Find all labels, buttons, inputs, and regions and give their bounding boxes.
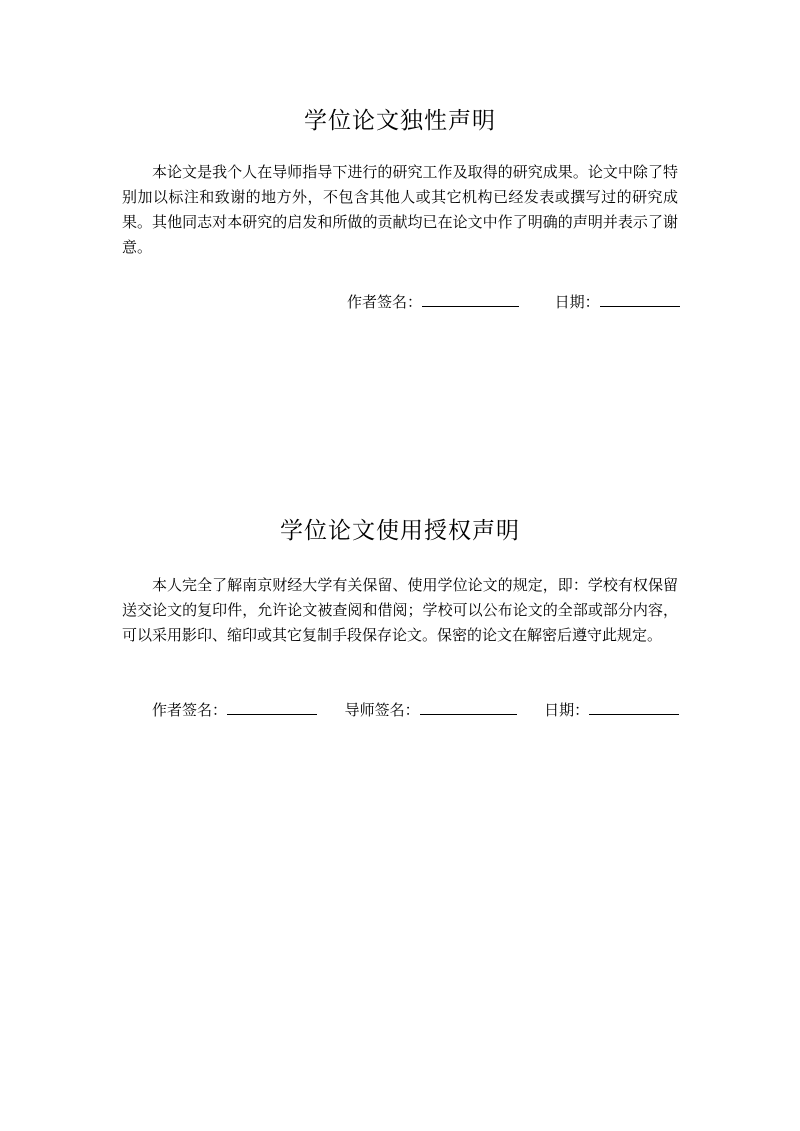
date-label: 日期： — [544, 701, 590, 719]
originality-title: 学位论文独性声明 — [304, 108, 496, 134]
author-signature-label: 作者签名： — [152, 701, 228, 719]
authorization-title: 学位论文使用授权声明 — [280, 518, 520, 544]
originality-signature-row — [347, 290, 680, 312]
originality-body: 本论文是我个人在导师指导下进行的研究工作及取得的研究成果。论文中除了特别加以标注和致谢的地方外，不包含其他人或其它机构已经发表或撰写过的研究成果。其他同志对本研究的启发和所做的贡献均已在论文中作了明确的声明并表示了谢意。 — [122, 163, 678, 256]
author-signature-line[interactable] — [227, 698, 317, 715]
authorization-body: 本人完全了解南京财经大学有关保留、使用学位论文的规定，即：学校有权保留送交论文的复印件，允许论文被查阅和借阅；学校可以公布论文的全部或部分内容，可以采用影印、缩印或其它复制手段保存论文。保密的论文在解密后遵守此规定。 — [122, 576, 678, 644]
date-label: 日期： — [554, 293, 600, 311]
date-line[interactable] — [600, 290, 680, 307]
advisor-signature-line[interactable] — [420, 698, 517, 715]
advisor-signature-label: 导师签名： — [344, 701, 420, 719]
authorization-signature-row — [152, 698, 679, 720]
author-signature-line[interactable] — [422, 290, 519, 307]
author-signature-label: 作者签名： — [347, 293, 423, 311]
date-line[interactable] — [589, 698, 679, 715]
